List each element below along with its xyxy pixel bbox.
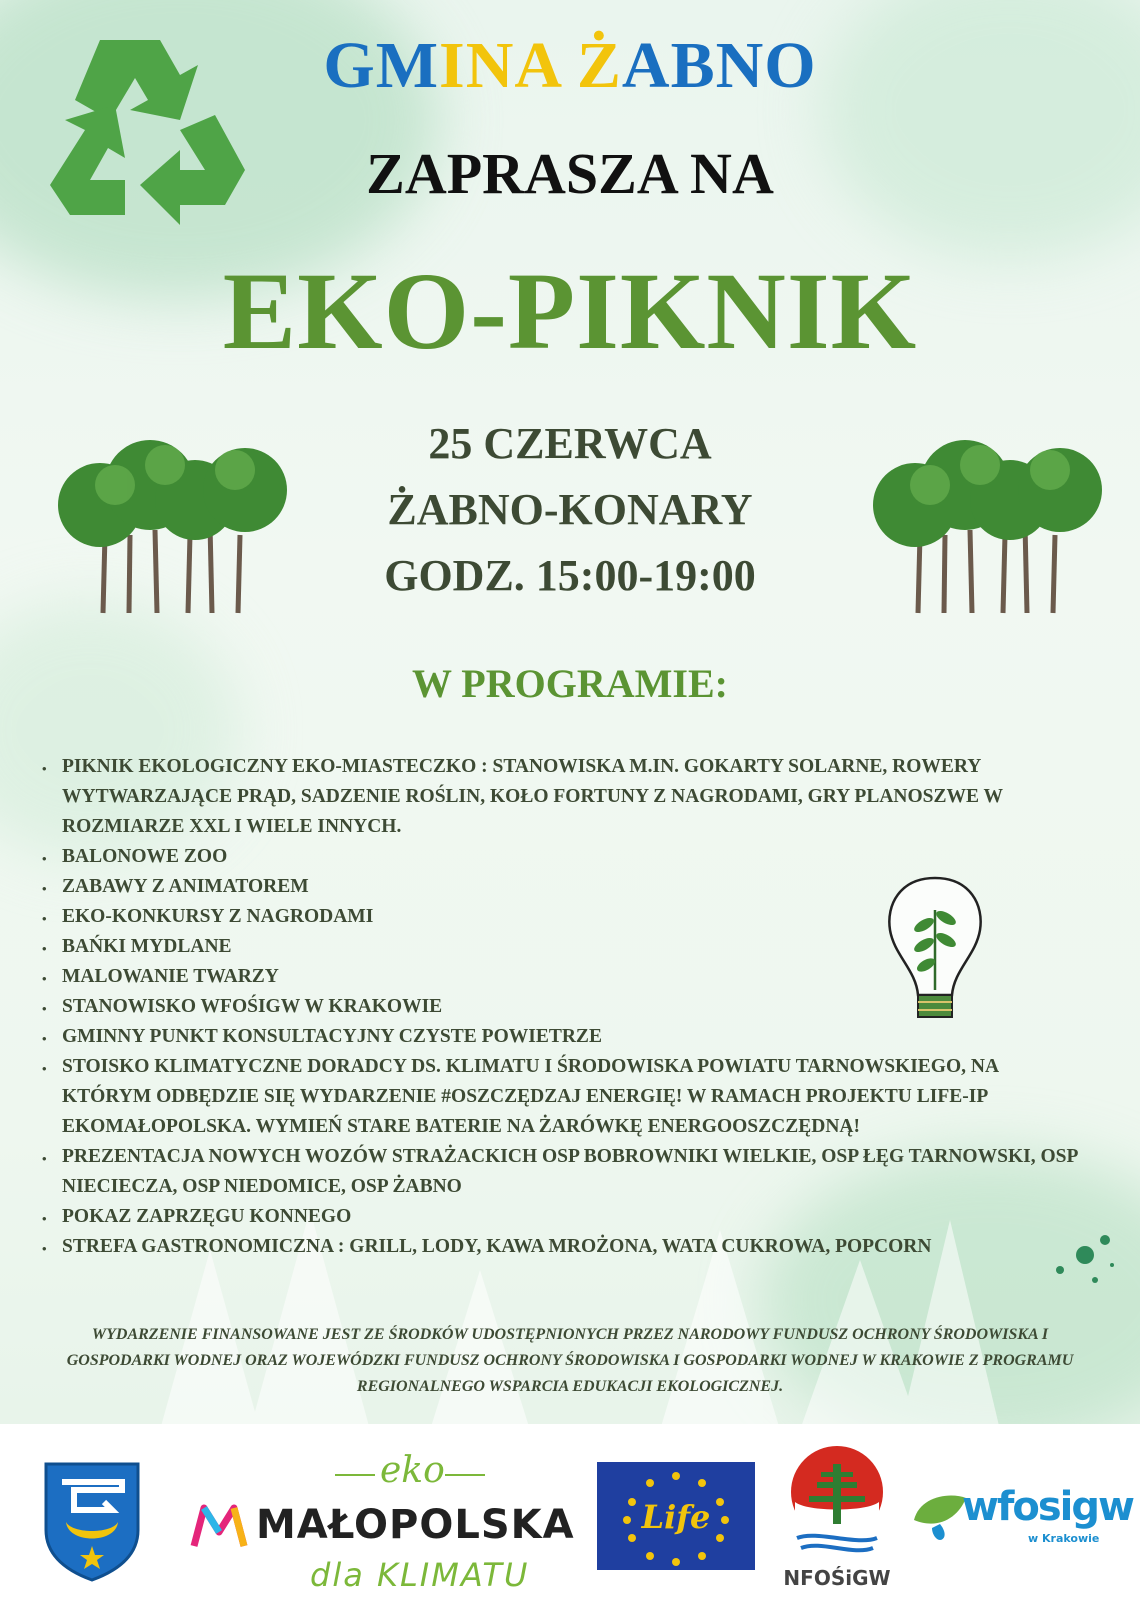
nfosigw-logo — [782, 1442, 892, 1602]
list-item: • GMINNY PUNKT KONSULTACYJNY CZYSTE POWIETRZE — [40, 1022, 1080, 1052]
eko-line — [335, 1474, 375, 1476]
organizer-title — [0, 28, 1140, 104]
title-segment: ABNO — [621, 29, 817, 102]
life-label: Life — [641, 1498, 711, 1536]
list-item: • BALONOWE ZOO — [40, 842, 1080, 872]
nfosigw-emblem-icon — [787, 1442, 887, 1560]
wfosigw-logo — [910, 1484, 1133, 1554]
list-item: • PIKNIK EKOLOGICZNY EKO-MIASTECZKO : STANOWISKA M.IN. GOKARTY SOLARNE, ROWERY WYTWARZAJĄCE PRĄD, SADZENIE ROŚLIN, KOŁO FORTUNY Z NAGRODAMI, GRY PLANOSZWE W ROZMIARZE XXL I WIELE INNYCH. — [40, 752, 1080, 842]
list-item: • BAŃKI MYDLANE — [40, 932, 1080, 962]
title-segment: GM — [323, 29, 440, 102]
list-item: • ZABAWY Z ANIMATOREM — [40, 872, 1080, 902]
leaf-droplet-icon — [910, 1490, 970, 1544]
eko-label: eko — [380, 1450, 445, 1491]
malopolska-label: MAŁOPOLSKA — [256, 1502, 575, 1548]
lightbulb-plant-icon — [880, 870, 990, 1030]
zabno-coat-of-arms-logo — [42, 1460, 142, 1582]
eko-line — [445, 1474, 485, 1476]
event-date: 25 CZERWCA — [428, 419, 712, 468]
nfosigw-label: NFOŚiGW — [783, 1566, 891, 1590]
wfosigw-sub-label: w Krakowie — [1028, 1532, 1100, 1545]
event-time: GODZ. 15:00-19:00 — [384, 551, 756, 600]
title-segment: Ż — [559, 29, 622, 102]
title-segment: INA — [439, 29, 560, 102]
funding-note: WYDARZENIE FINANSOWANE JEST ZE ŚRODKÓW UDOSTĘPNIONYCH PRZEZ NARODOWY FUNDUSZ OCHRONY ŚRODOWISKA I GOSPODARKI WODNEJ ORAZ WOJEWÓDZKI FUNDUSZ OCHRONY ŚRODOWISKA I GOSPODARKI WODNEJ W KRAKOWIE Z PROGRAMU REGIONALNEGO WSPARCIA EDUKACJI EKOLOGICZNEJ. — [66, 1326, 1074, 1395]
list-item: • STOISKO KLIMATYCZNE DORADCY DS. KLIMATU I ŚRODOWISKA POWIATU TARNOWSKIEGO, NA KTÓRYM ODBĘDZIE SIĘ WYDARZENIE #OSZCZĘDZAJ ENERGIĘ! W RAMACH PROJEKTU LIFE-IP EKOMAŁOPOLSKA. WYMIEŃ STARE BATERIE NA ŻARÓWKĘ ENERGOOSZCZĘDNĄ! — [40, 1052, 1080, 1142]
ekomalopolska-logo — [190, 1450, 575, 1600]
sponsor-logos-bar — [0, 1424, 1140, 1612]
list-item: • STANOWISKO WFOŚIGW W KRAKOWIE — [40, 992, 1080, 1022]
event-title: EKO-PIKNIK — [222, 250, 918, 372]
list-item: • PREZENTACJA NOWYCH WOZÓW STRAŻACKICH OSP BOBROWNIKI WIELKIE, OSP ŁĘG TARNOWSKI, OSP NIECIECZA, OSP NIEDOMICE, OSP ŻABNO — [40, 1142, 1080, 1202]
wfosigw-label: wfosigw — [962, 1484, 1133, 1530]
malopolska-m-icon — [190, 1504, 248, 1548]
list-item: • MALOWANIE TWARZY — [40, 962, 1080, 992]
paint-splatter — [1040, 1210, 1130, 1300]
event-place: ŻABNO-KONARY — [387, 485, 753, 534]
list-item: • STREFA GASTRONOMICZNA : GRILL, LODY, KAWA MROŻONA, WATA CUKROWA, POPCORN — [40, 1232, 1080, 1262]
invite-subtitle: ZAPRASZA NA — [366, 141, 774, 206]
dla-klimatu-label: dla KLIMATU — [310, 1556, 530, 1594]
program-heading: W PROGRAMIE: — [412, 661, 728, 706]
list-item: • EKO-KONKURSY Z NAGRODAMI — [40, 902, 1080, 932]
list-item: • POKAZ ZAPRZĘGU KONNEGO — [40, 1202, 1080, 1232]
life-eu-logo — [597, 1462, 755, 1570]
